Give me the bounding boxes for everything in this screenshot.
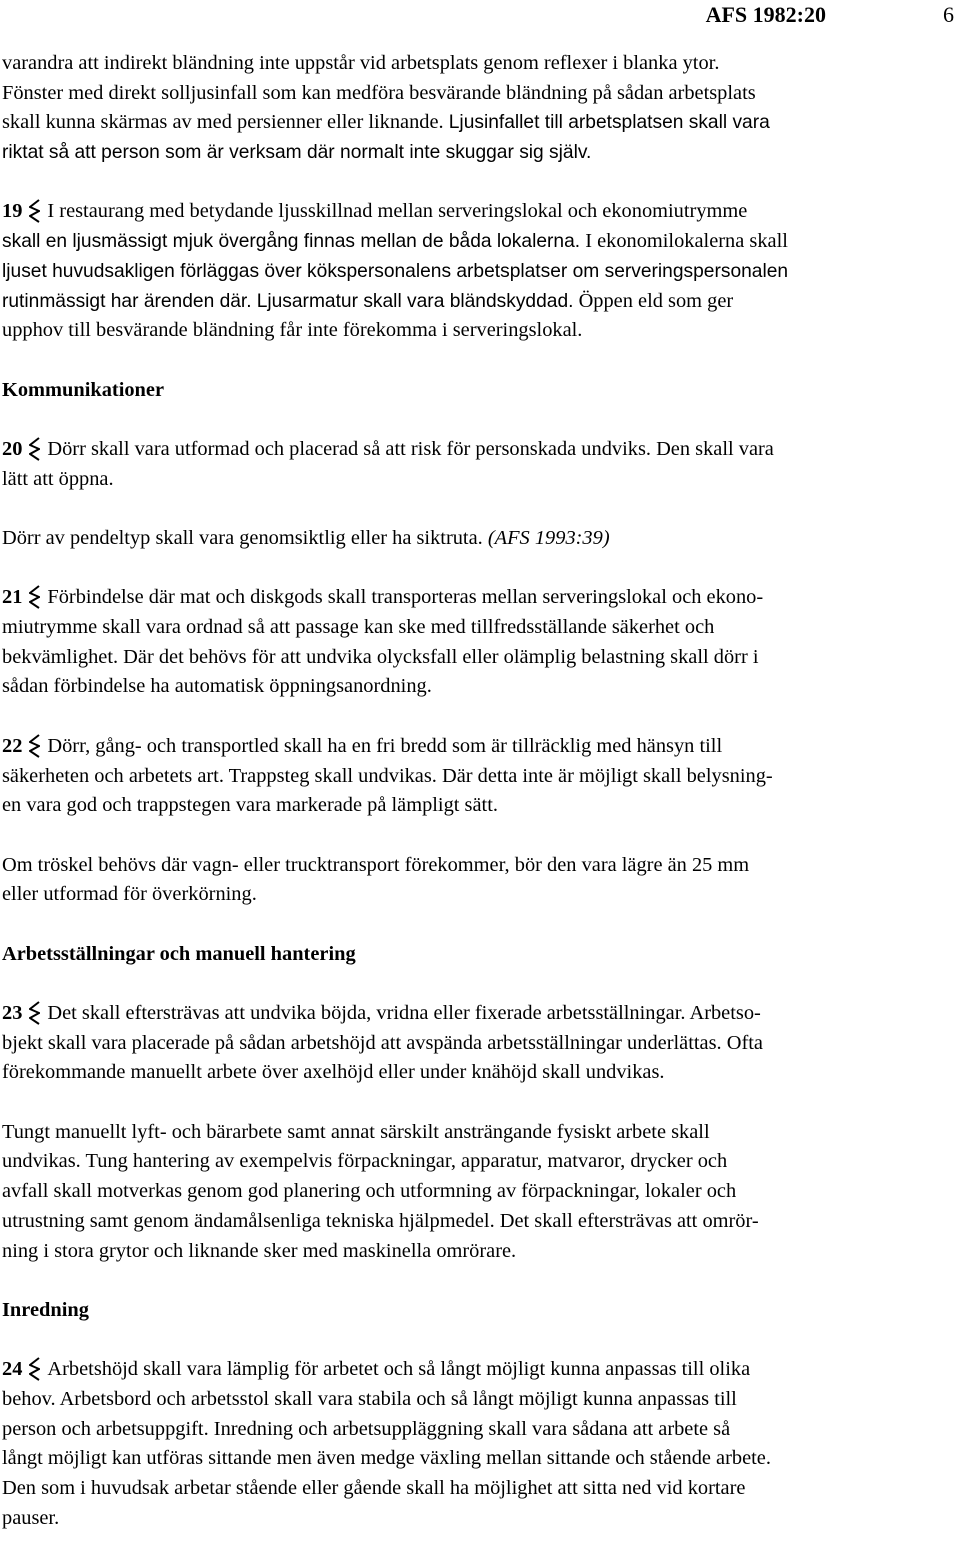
text-segment: skall en ljusmässigt mjuk övergång finnas mellan de båda lokalerna. xyxy=(2,231,581,253)
text-line xyxy=(2,108,954,138)
text-segment: Arbetshöjd skall vara lämplig för arbetet och så långt möjligt kunna anpassas till olika xyxy=(47,1358,751,1381)
text-line: person och arbetsuppgift. Inredning och arbetsuppläggning skall vara sådana att arbete så xyxy=(2,1417,731,1440)
paragraph-number: 19 xyxy=(2,200,23,223)
text-segment: Dörr av pendeltyp skall vara genomsiktlig eller ha siktruta. xyxy=(2,527,483,549)
text-line: sådan förbindelse ha automatisk öppningsanordning. xyxy=(2,675,432,698)
text-line: undvikas. Tung hantering av exempelvis förpackningar, apparatur, matvaror, drycker och xyxy=(2,1150,728,1173)
paragraph-mark-icon xyxy=(29,585,40,609)
text-line: säkerheten och arbetets art. Trappsteg skall undvikas. Där detta inte är möjligt skall belysning- xyxy=(2,764,773,787)
text-line: förekommande manuellt arbete över axelhöjd eller under knähöjd skall undvikas. xyxy=(2,1061,665,1084)
text-line xyxy=(2,1355,954,1385)
text-line xyxy=(2,227,954,257)
text-line: miutrymme skall vara ordnad så att passage kan ske med tillfredsställande säkerhet och xyxy=(2,616,715,639)
text-line xyxy=(2,197,954,227)
text-segment: Ljusarmatur skall vara bländskyddad. xyxy=(256,290,574,312)
text-line xyxy=(2,732,954,762)
text-line xyxy=(2,999,954,1029)
text-segment: Ljusinfallet till arbetsplatsen skall vara xyxy=(448,112,770,134)
text-line xyxy=(2,583,954,613)
paragraph-mark-icon xyxy=(29,1357,40,1381)
text-segment: I restaurang med betydande ljusskillnad mellan serveringslokal och ekonomiutrymme xyxy=(47,200,748,223)
text-line: Tungt manuellt lyft- och bärarbete samt annat särskilt ansträngande fysiskt arbete skall xyxy=(2,1120,710,1143)
text-line: ljuset huvudsakligen förläggas över kökspersonalens arbetsplatser om serveringspersonalen xyxy=(2,260,789,282)
paragraph-number: 24 xyxy=(2,1358,23,1381)
text-line: pauser. xyxy=(2,1506,60,1529)
text-segment: Dörr, gång- och transportled skall ha en fri bredd som är tillräcklig med hänsyn till xyxy=(47,734,723,757)
paragraph-number: 22 xyxy=(2,734,23,757)
paragraph-number: 23 xyxy=(2,1002,23,1024)
text-segment: rutinmässigt har ärenden där. xyxy=(2,290,252,312)
text-line: utrustning samt genom ändamålsenliga tekniska hjälpmedel. Det skall eftersträvas att omrör- xyxy=(2,1209,759,1232)
text-line: avfall skall motverkas genom god planering och utformning av förpackningar, lokaler och xyxy=(2,1180,737,1203)
text-line: ning i stora grytor och liknande sker med maskinella omrörare. xyxy=(2,1239,517,1262)
paragraph-number: 21 xyxy=(2,586,23,609)
page-number: 6 xyxy=(943,2,954,27)
section-heading: Arbetsställningar och manuell hantering xyxy=(2,942,356,965)
text-segment: I ekonomilokalerna skall xyxy=(585,230,788,253)
paragraph-mark-icon xyxy=(29,734,40,758)
text-line: bjekt skall vara placerade på sådan arbetshöjd att avspända arbetsställningar underlättas. Ofta xyxy=(2,1031,763,1054)
text-segment: Det skall eftersträvas att undvika böjda, vridna eller fixerade arbetsställningar. Arbetso- xyxy=(47,1002,761,1024)
text-segment: Dörr skall vara utformad och placerad så att risk för personskada undviks. Den skall vara xyxy=(47,437,774,460)
amendment-reference: (AFS 1993:39) xyxy=(487,527,610,549)
paragraph-mark-icon xyxy=(29,199,40,223)
text-line xyxy=(2,287,954,317)
text-line: eller utformad för överkörning. xyxy=(2,883,257,906)
text-line: riktat så att person som är verksam där normalt inte skuggar sig själv. xyxy=(2,142,592,164)
text-line: långt möjligt kan utföras sittande men även medge växling mellan sittande och stående arbete. xyxy=(2,1447,771,1470)
paragraph-mark-icon xyxy=(29,437,40,461)
header-code: AFS 1982:20 xyxy=(705,2,826,27)
text-segment: skall kunna skärmas av med persienner eller liknande. xyxy=(2,111,444,134)
text-segment: Öppen eld som ger xyxy=(578,289,734,312)
section-heading: Inredning xyxy=(2,1298,89,1321)
text-line xyxy=(2,524,954,554)
text-line: lätt att öppna. xyxy=(2,467,114,490)
text-line: Fönster med direkt solljusinfall som kan medföra besvärande bländning på sådan arbetsplats xyxy=(2,81,756,104)
section-heading: Kommunikationer xyxy=(2,378,164,401)
text-line: upphov till besvärande bländning får inte förekomma i serveringslokal. xyxy=(2,319,583,342)
paragraph-number: 20 xyxy=(2,437,23,460)
text-line: bekvämlighet. Där det behövs för att undvika olycksfall eller olämplig belastning skall dörr i xyxy=(2,645,759,668)
paragraph-mark-icon xyxy=(29,1001,40,1025)
text-line: varandra att indirekt bländning inte uppstår vid arbetsplats genom reflexer i blanka ytor. xyxy=(2,52,720,74)
text-line xyxy=(2,435,954,465)
text-segment: Förbindelse där mat och diskgods skall transporteras mellan serveringslokal och ekono- xyxy=(47,586,764,609)
text-line: behov. Arbetsbord och arbetsstol skall vara stabila och så långt möjligt kunna anpassas till xyxy=(2,1387,737,1410)
text-line: Om tröskel behövs där vagn- eller trucktransport förekommer, bör den vara lägre än 25 mm xyxy=(2,853,750,876)
text-line: Den som i huvudsak arbetar stående eller gående skall ha möjlighet att sitta ned vid kortare xyxy=(2,1477,746,1499)
text-line: en vara god och trappstegen vara markerade på lämpligt sätt. xyxy=(2,794,498,817)
document-body xyxy=(2,49,954,1533)
